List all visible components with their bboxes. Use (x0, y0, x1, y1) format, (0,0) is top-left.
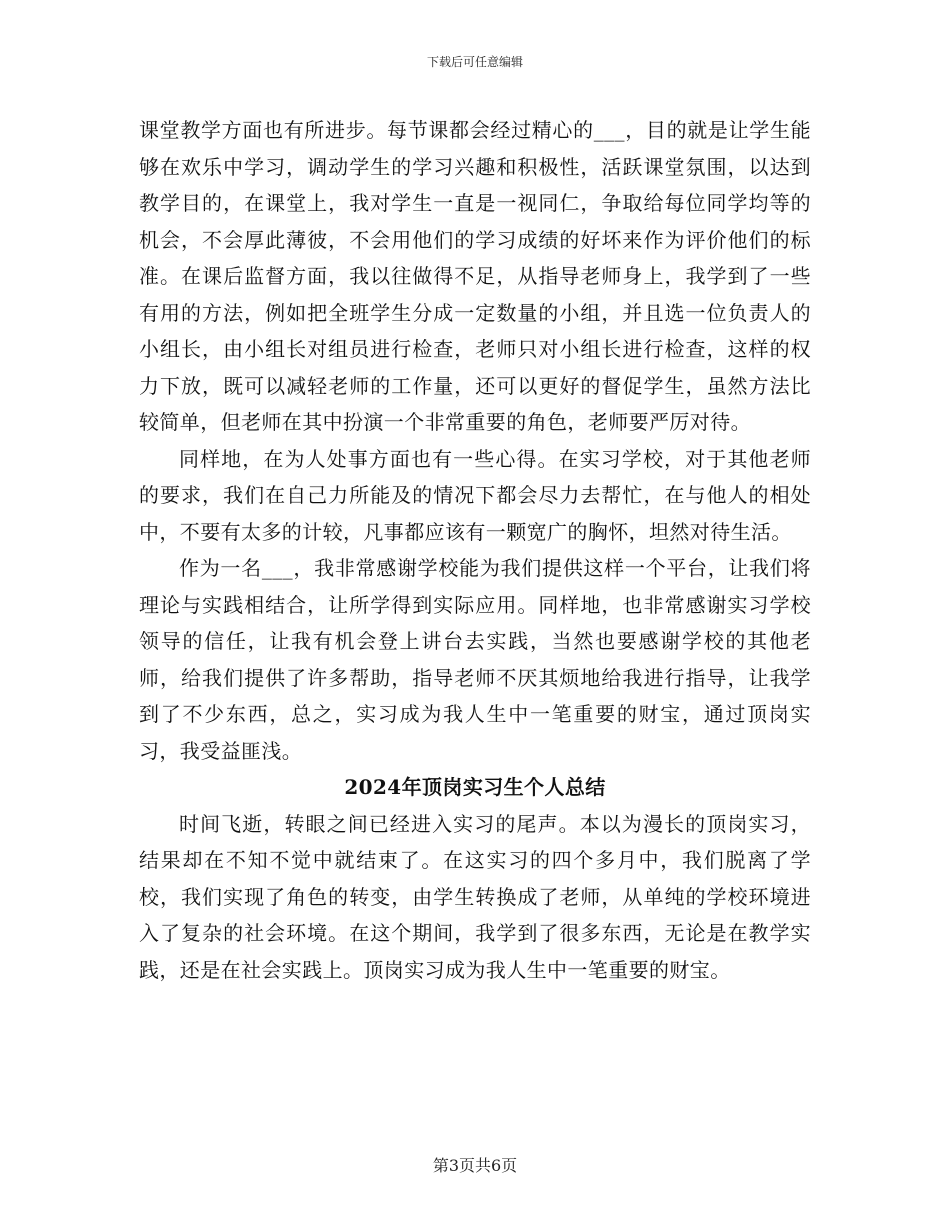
page-number: 第3页共6页 (432, 1156, 518, 1175)
document-body (139, 112, 811, 988)
paragraph-gratitude: 作为一名___，我非常感谢学校能为我们提供这样一个平台，让我们将理论与实践相结合，让所学得到实际应用。同样地，也非常感谢实习学校领导的信任，让我有机会登上讲台去实践，当然也要感谢学校的其他老师，给我们提供了许多帮助，指导老师不厌其烦地给我进行指导，让我学到了不少东西，总之，实习成为我人生中一笔重要的财宝，通过顶岗实习，我受益匪浅。 (139, 556, 811, 763)
page-header: 下载后可任意编辑 (426, 55, 523, 69)
section-heading: 2024年顶岗实习生个人总结 (344, 775, 606, 799)
paragraph-interpersonal: 同样地，在为人处事方面也有一些心得。在实习学校，对于其他老师的要求，我们在自己力所能及的情况下都会尽力去帮忙，在与他人的相处中，不要有太多的计较，凡事都应该有一颗宽广的胸怀，坦然对待生活。 (139, 446, 811, 544)
paragraph-summary-intro: 时间飞逝，转眼之间已经进入实习的尾声。本以为漫长的顶岗实习，结果却在不知不觉中就结束了。在这实习的四个多月中，我们脱离了学校，我们实现了角色的转变，由学生转换成了老师，从单纯的学校环境进入了复杂的社会环境。在这个期间，我学到了很多东西，无论是在教学实践，还是在社会实践上。顶岗实习成为我人生中一笔重要的财宝。 (139, 811, 811, 982)
paragraph-classroom-teaching: 课堂教学方面也有所进步。每节课都会经过精心的___，目的就是让学生能够在欢乐中学习，调动学生的学习兴趣和积极性，活跃课堂氛围，以达到教学目的，在课堂上，我对学生一直是一视同仁，争取给每位同学均等的机会，不会厚此薄彼，不会用他们的学习成绩的好坏来作为评价他们的标准。在课后监督方面，我以往做得不足，从指导老师身上，我学到了一些有用的方法，例如把全班学生分成一定数量的小组，并且选一位负责人的小组长，由小组长对组员进行检查，老师只对小组长进行检查，这样的权力下放，既可以减轻老师的工作量，还可以更好的督促学生，虽然方法比较简单，但老师在其中扮演一个非常重要的角色，老师要严厉对待。 (139, 118, 811, 434)
